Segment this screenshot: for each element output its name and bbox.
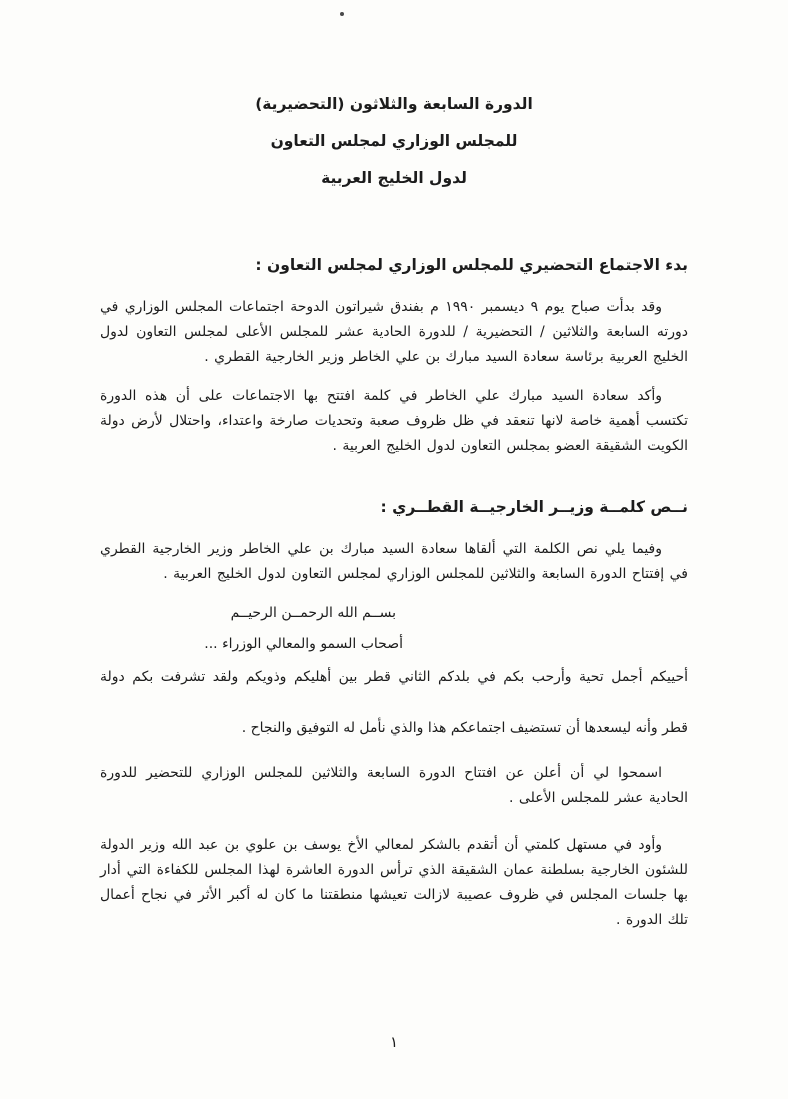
section-heading-opening-meeting: بدء الاجتماع التحضيري للمجلس الوزاري لمجلس التعاون : bbox=[255, 256, 688, 274]
document-title bbox=[100, 86, 688, 197]
title-line-2: للمجلس الوزاري لمجلس التعاون bbox=[270, 132, 518, 150]
page-number: ١ bbox=[389, 1033, 399, 1051]
basmala-line: بســم الله الرحمــن الرحيــم bbox=[230, 605, 396, 621]
title-line-1: الدورة السابعة والثلاثون (التحضيرية) bbox=[255, 95, 533, 113]
section-heading-minister-speech: نــص كلمــة وزيــر الخارجيــة القطــري : bbox=[380, 498, 688, 516]
document-content bbox=[100, 0, 688, 947]
paragraph-meeting-importance: وأكد سعادة السيد مبارك علي الخاطر في كلمة افتتح بها الاجتماعات على أن هذه الدورة تكتسب أهمية خاصة لانها تنعقد في ظل ظروف صعبة وتحديات صارخة واعتداء، واحتلال لأرض دولة الكويت الشقيقة العضو بمجلس التعاون لدول الخليج العربية . bbox=[100, 388, 688, 454]
paragraph-speech-intro: وفيما يلي نص الكلمة التي ألقاها سعادة السيد مبارك بن علي الخاطر وزير الخارجية القطري في إفتتاح الدورة السابعة والثلاثين للمجلس الوزاري لمجلس التعاون لدول الخليج العربية . bbox=[100, 541, 688, 582]
paragraph-session-opening: اسمحوا لي أن أعلن عن افتتاح الدورة السابعة والثلاثين للمجلس الوزاري للتحضير للدورة الحادية عشر للمجلس الأعلى . bbox=[100, 765, 688, 806]
qatar-line: قطر وأنه ليسعدها أن تستضيف اجتماعكم هذا والذي نأمل له التوفيق والنجاح . bbox=[241, 720, 688, 736]
paragraph-meeting-start: وقد بدأت صباح يوم ٩ ديسمبر ١٩٩٠ م بفندق شيراتون الدوحة اجتماعات المجلس الوزاري في دورته السابعة والثلاثين / التحضيرية / للدورة الحادية عشر للمجلس الأعلى لمجلس التعاون لدول الخليج العربية برئاسة سعادة السيد مبارك بن علي الخاطر وزير الخارجية القطري . bbox=[100, 299, 688, 365]
greeting-line: أحييكم أجمل تحية وأرحب بكم في بلدكم الثاني قطر بين أهليكم وذويكم ولقد تشرفت بكم دولة bbox=[100, 669, 688, 685]
paragraph-thanks-oman: وأود في مستهل كلمتي أن أتقدم بالشكر لمعالي الأخ يوسف بن علوي بن عبد الله وزير الدولة للشئون الخارجية بسلطنة عمان الشقيقة الذي ترأس الدورة العاشرة لهذا المجلس للكفاءة التي أدار بها جلسات المجلس في ظروف عصيبة لازالت تعيشها منطقتنا ما كان له أكبر الأثر في نجاح أعمال تلك الدورة . bbox=[100, 837, 688, 928]
salutation-line: أصحاب السمو والمعالي الوزراء ... bbox=[204, 636, 403, 652]
title-line-3: لدول الخليج العربية bbox=[321, 169, 467, 187]
